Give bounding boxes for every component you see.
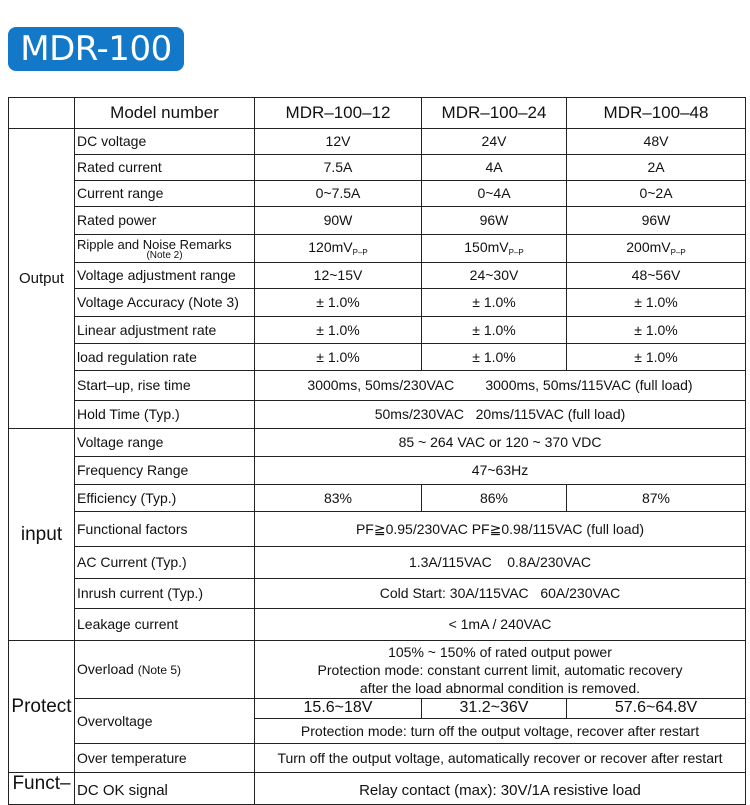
cell: 12V — [255, 129, 422, 155]
wide-cell: Cold Start: 30A/115VAC 60A/230VAC — [255, 579, 746, 609]
model-24-header: MDR–100–24 — [422, 98, 567, 129]
cell: 4A — [422, 155, 567, 181]
cell — [255, 235, 422, 263]
model-number-label: Model number — [75, 98, 255, 129]
wide-cell: 3000ms, 50ms/230VAC 3000ms, 50ms/115VAC (full load) — [255, 371, 746, 401]
overload-line: after the load abnormal condition is removed. — [359, 679, 641, 696]
table-row — [9, 155, 746, 181]
table-row — [9, 547, 746, 579]
cell: 0~4A — [422, 181, 567, 207]
wide-cell: 50ms/230VAC 20ms/115VAC (full load) — [255, 401, 746, 429]
ripple-unit: P–P — [352, 247, 368, 257]
overload-line: 105% ~ 150% of rated output power — [388, 643, 612, 660]
cell: 31.2~36V — [422, 699, 567, 719]
overload-cell — [255, 641, 746, 699]
row-label: Linear adjustment rate — [75, 317, 255, 344]
ripple-value: 150mV — [464, 238, 509, 255]
row-label: Frequency Range — [75, 457, 255, 485]
row-label: Voltage adjustment range — [75, 263, 255, 289]
overload-note: (Note 5) — [137, 663, 182, 678]
wide-cell: PF≧0.95/230VAC PF≧0.98/115VAC (full load) — [255, 512, 746, 547]
spec-table — [8, 97, 746, 805]
row-label: Overload — [77, 661, 134, 678]
row-label: Start–up, rise time — [75, 371, 255, 401]
cell: ± 1.0% — [567, 289, 746, 317]
cell: 15.6~18V — [255, 699, 422, 719]
table-row — [9, 207, 746, 235]
ripple-unit: P–P — [508, 247, 524, 257]
cell: ± 1.0% — [422, 289, 567, 317]
table-row — [9, 401, 746, 429]
table-row — [9, 129, 746, 155]
section-function: Funct– — [9, 773, 75, 805]
cell: 86% — [422, 485, 567, 512]
section-input: input — [9, 429, 75, 641]
row-label: Rated current — [75, 155, 255, 181]
cell: 48V — [567, 129, 746, 155]
row-label: DC OK signal — [75, 773, 255, 805]
cell: ± 1.0% — [422, 317, 567, 344]
table-row — [9, 512, 746, 547]
cell — [422, 235, 567, 263]
ripple-note: (Note 2) — [146, 249, 183, 261]
ripple-value: 200mV — [626, 238, 671, 255]
table-row — [9, 641, 746, 699]
table-row — [9, 371, 746, 401]
table-row — [9, 429, 746, 457]
table-row — [9, 609, 746, 641]
row-label: Efficiency (Typ.) — [75, 485, 255, 512]
header-row — [9, 98, 746, 129]
cell: 2A — [567, 155, 746, 181]
cell: ± 1.0% — [255, 289, 422, 317]
cell: 7.5A — [255, 155, 422, 181]
cell: ± 1.0% — [567, 344, 746, 371]
cell: ± 1.0% — [255, 317, 422, 344]
model-12-header: MDR–100–12 — [255, 98, 422, 129]
row-label: Leakage current — [75, 609, 255, 641]
row-label: Rated power — [75, 207, 255, 235]
table-row — [9, 235, 746, 263]
wide-cell: 85 ~ 264 VAC or 120 ~ 370 VDC — [255, 429, 746, 457]
wide-cell: 47~63Hz — [255, 457, 746, 485]
overload-line: Protection mode: constant current limit, automatic recovery — [317, 661, 683, 678]
table-row — [9, 579, 746, 609]
section-protect: Protect — [9, 641, 75, 773]
row-label: Inrush current (Typ.) — [75, 579, 255, 609]
cell: 83% — [255, 485, 422, 512]
cell: 0~7.5A — [255, 181, 422, 207]
ripple-value: 120mV — [308, 238, 353, 255]
corner-cell — [9, 98, 75, 129]
table-row — [9, 457, 746, 485]
row-label: Voltage range — [75, 429, 255, 457]
table-row — [9, 485, 746, 512]
row-label: load regulation rate — [75, 344, 255, 371]
table-row — [9, 289, 746, 317]
cell: 87% — [567, 485, 746, 512]
row-label: DC voltage — [75, 129, 255, 155]
model-48-header: MDR–100–48 — [567, 98, 746, 129]
ripple-label-cell — [75, 235, 255, 263]
table-row — [9, 181, 746, 207]
cell: 90W — [255, 207, 422, 235]
row-label: Current range — [75, 181, 255, 207]
row-label: AC Current (Typ.) — [75, 547, 255, 579]
wide-cell: < 1mA / 240VAC — [255, 609, 746, 641]
table-row — [9, 744, 746, 773]
cell: ± 1.0% — [567, 317, 746, 344]
cell: ± 1.0% — [422, 344, 567, 371]
ripple-unit: P–P — [670, 247, 686, 257]
wide-cell: 1.3A/115VAC 0.8A/230VAC — [255, 547, 746, 579]
row-label: Voltage Accuracy (Note 3) — [75, 289, 255, 317]
row-label: Over temperature — [75, 744, 255, 773]
product-title-badge: MDR-100 — [8, 27, 184, 71]
cell: 48~56V — [567, 263, 746, 289]
wide-cell: Turn off the output voltage, automatically recover or recover after restart — [255, 744, 746, 773]
table-row — [9, 699, 746, 719]
cell: 96W — [422, 207, 567, 235]
cell: 12~15V — [255, 263, 422, 289]
table-row — [9, 773, 746, 805]
cell: 96W — [567, 207, 746, 235]
ripple-label: Ripple and Noise Remarks — [77, 236, 232, 252]
cell: 57.6~64.8V — [567, 699, 746, 719]
table-row — [9, 317, 746, 344]
table-row — [9, 344, 746, 371]
cell: 24~30V — [422, 263, 567, 289]
overload-label-cell — [75, 641, 255, 699]
row-label: Overvoltage — [75, 699, 255, 744]
row-label: Functional factors — [75, 512, 255, 547]
wide-cell: Relay contact (max): 30V/1A resistive load — [255, 773, 746, 805]
cell — [567, 235, 746, 263]
cell: 0~2A — [567, 181, 746, 207]
table-row — [9, 263, 746, 289]
wide-cell: Protection mode: turn off the output voltage, recover after restart — [255, 719, 746, 744]
row-label: Hold Time (Typ.) — [75, 401, 255, 429]
cell: ± 1.0% — [255, 344, 422, 371]
section-output: Output — [9, 129, 75, 429]
cell: 24V — [422, 129, 567, 155]
